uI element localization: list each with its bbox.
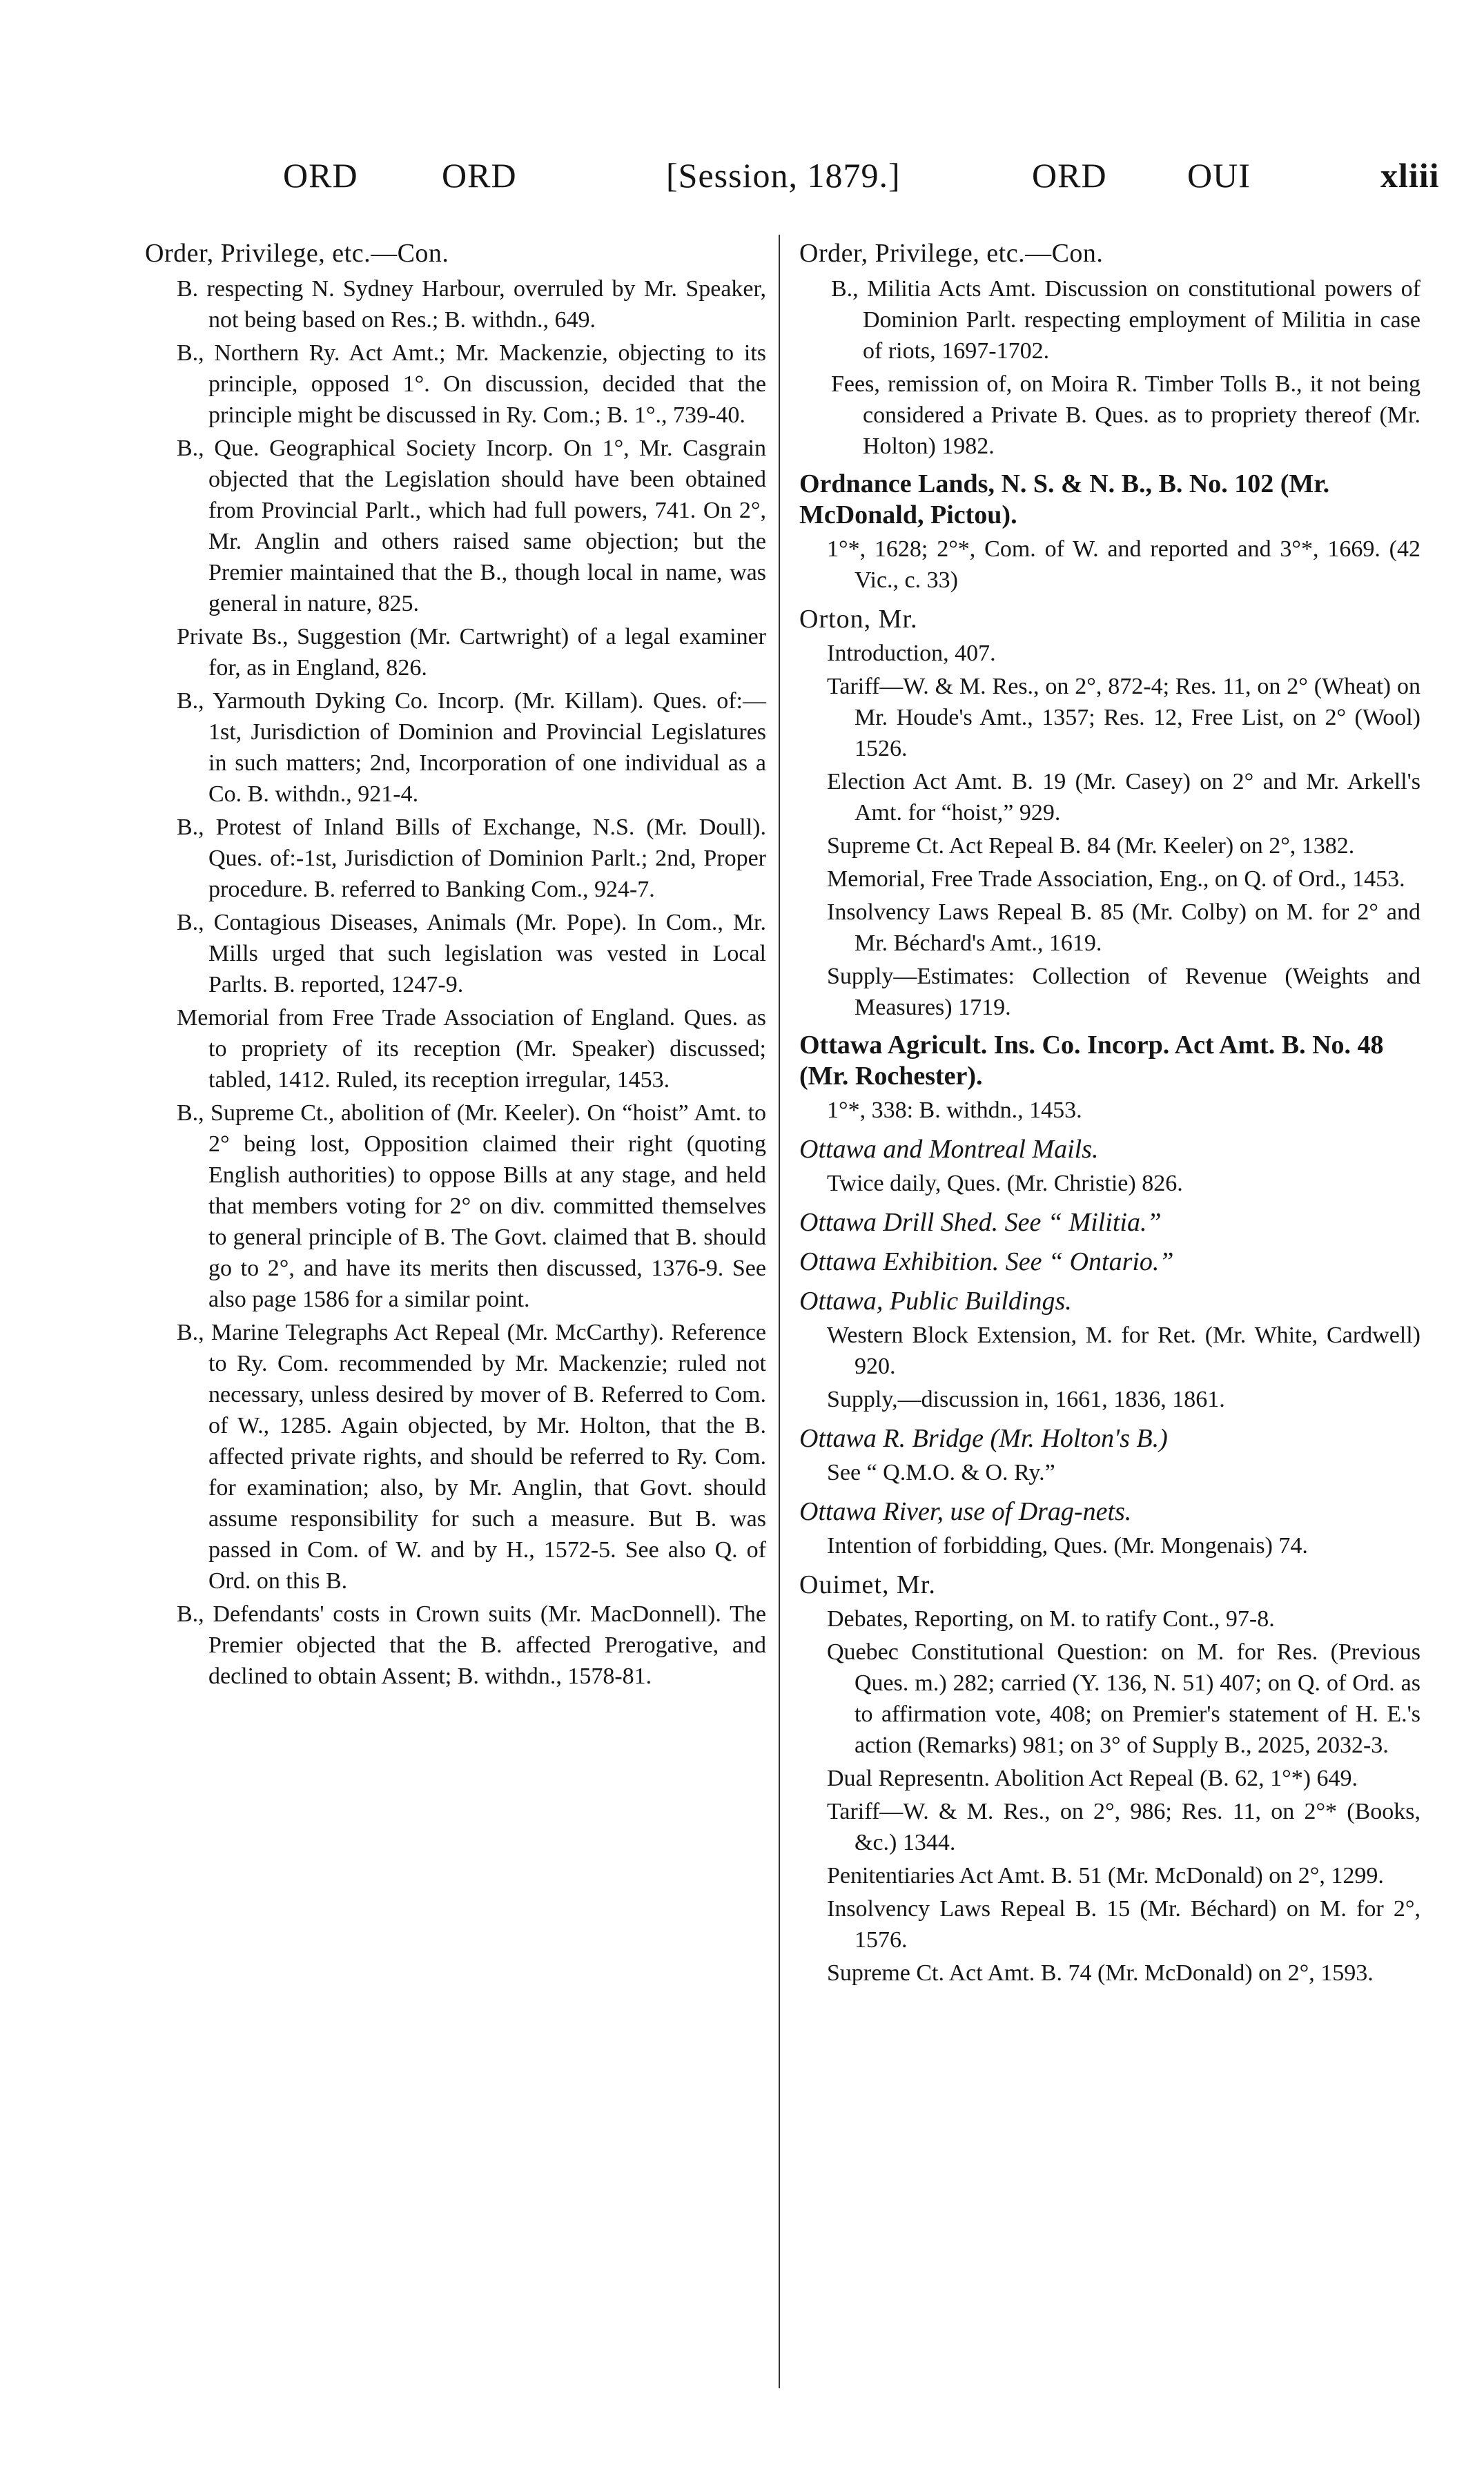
index-entry: Tariff—W. & M. Res., on 2°, 986; Res. 11, on 2°* (Books, &c.) 1344. [827,1799,1420,1855]
index-entry: Private Bs., Suggestion (Mr. Cartwright) of a legal examiner for, as in England, 826. [177,624,766,681]
index-entry: 1°*, 338: B. withdn., 1453. [827,1097,1082,1123]
entry-heading-ordnance: Ordnance Lands, N. S. & N. B., B. No. 102 (Mr. McDonald, Pictou). [799,469,1330,529]
index-entry: B. respecting N. Sydney Harbour, overruled by Mr. Speaker, not being based on Res.; B. withdn., 649. [177,276,766,333]
index-entry: B., Contagious Diseases, Animals (Mr. Pope). In Com., Mr. Mills urged that such legislation was vested in Local Parlts. B. reported, 1247-9. [177,910,766,997]
index-entry: Western Block Extension, M. for Ret. (Mr. White, Cardwell) 920. [827,1323,1420,1379]
index-entry: Election Act Amt. B. 19 (Mr. Casey) on 2° and Mr. Arkell's Amt. for “hoist,” 929. [827,769,1420,826]
index-entry: Quebec Constitutional Question: on M. for Res. (Previous Ques. m.) 282; carried (Y. 136, N. 51) 407; on Q. of Ord. as to affirmation vote, 408; on Premier's statement of H. E.'s action (Remarks) 981; on 3° of Supply B., 2025, 2032-3. [827,1639,1420,1758]
index-entry: Penitentiaries Act Amt. B. 51 (Mr. McDonald) on 2°, 1299. [827,1863,1384,1889]
index-entry: Supply,—discussion in, 1661, 1836, 1861. [827,1387,1225,1412]
header-right-key-2: OUI [1187,156,1251,195]
index-entry: Fees, remission of, on Moira R. Timber Tolls B., it not being considered a Private B. Ques. as to propriety thereof (Mr. Holton) 1982. [831,371,1420,459]
index-entry: B., Supreme Ct., abolition of (Mr. Keeler). On “hoist” Amt. to 2° being lost, Opposition claimed their right (quoting English authorities) to oppose Bills at any stage, and held that members voting for 2° on div. committed themselves to general principle of B. The Govt. claimed that B. should go to 2°, and have its merits then discussed, 1376-9. See also page 1586 for a similar point. [177,1100,766,1312]
index-entry: Supreme Ct. Act Amt. B. 74 (Mr. McDonald) on 2°, 1593. [827,1960,1374,1986]
entry-heading-orton: Orton, Mr. [799,605,918,634]
index-entry: Tariff—W. & M. Res., on 2°, 872-4; Res. 11, on 2° (Wheat) on Mr. Houde's Amt., 1357; Res. 12, Free List, on 2° (Wool) 1526. [827,674,1420,761]
index-entry: B., Que. Geographical Society Incorp. On 1°, Mr. Casgrain objected that the Legislation should have been obtained from Provincial Parlt., which had full powers, 741. On 2°, Mr. Anglin and others raised same objection; but the Premier maintained that the B., though local in name, was general in nature, 825. [177,436,766,616]
index-entry: B., Northern Ry. Act Amt.; Mr. Mackenzie, objecting to its principle, opposed 1°. On discussion, decided that the principle might be discussed in Ry. Com.; B. 1°., 739-40. [177,340,766,428]
index-entry: Memorial from Free Trade Association of England. Ques. as to propriety of its reception (Mr. Speaker) discussed; tabled, 1412. Ruled, its reception irregular, 1453. [177,1005,766,1093]
entry-heading-public-buildings: Ottawa, Public Buildings. [799,1287,1072,1316]
header-left-key-2: ORD [442,156,517,195]
page-header [0,155,1484,204]
entry-heading-r-bridge: Ottawa R. Bridge (Mr. Holton's B.) [799,1424,1168,1453]
index-entry: 1°*, 1628; 2°*, Com. of W. and reported and 3°*, 1669. (42 Vic., c. 33) [827,536,1420,593]
index-entry: B., Marine Telegraphs Act Repeal (Mr. McCarthy). Reference to Ry. Com. recommended by Mr. Mackenzie; ruled not necessary, unless desired by mover of B. Referred to Com. of W., 1285. Again objected, by Mr. Holton, that the B. affected private rights, and should be referred to Ry. Com. for examination; also, by Mr. Anglin, that Govt. should assume responsibility for such a measure. But B. was passed in Com. of W. and by H., 1572-5. See also Q. of Ord. on this B. [177,1320,766,1594]
entry-heading-ottawa-mails: Ottawa and Montreal Mails. [799,1135,1099,1164]
page-number: xliii [1380,156,1440,195]
section-heading: Order, Privilege, etc.—Con. [145,239,449,268]
index-entry: B., Protest of Inland Bills of Exchange, N.S. (Mr. Doull). Ques. of:-1st, Jurisdiction of Dominion Parlt.; 2nd, Proper procedure. B. referred to Banking Com., 924-7. [177,814,766,902]
index-entry: B., Yarmouth Dyking Co. Incorp. (Mr. Killam). Ques. of:— 1st, Jurisdiction of Dominion and Provincial Legislatures in such matters; 2nd, Incorporation of one individual as a Co. B. withdn., 921-4. [177,688,766,807]
header-session: [Session, 1879.] [666,156,901,195]
index-entry: B., Defendants' costs in Crown suits (Mr. MacDonnell). The Premier objected that the B. affected Prerogative, and declined to obtain Assent; B. withdn., 1578-81. [177,1601,766,1689]
index-entry: Debates, Reporting, on M. to ratify Cont., 97-8. [827,1606,1275,1632]
index-entry: Supply—Estimates: Collection of Revenue (Weights and Measures) 1719. [827,964,1420,1020]
index-entry: B., Militia Acts Amt. Discussion on constitutional powers of Dominion Parlt. respecting employment of Militia in case of riots, 1697-1702. [831,276,1420,364]
entry-heading-drag-nets: Ottawa River, use of Drag-nets. [799,1497,1132,1526]
index-entry: Intention of forbidding, Ques. (Mr. Mongenais) 74. [827,1533,1308,1559]
index-entry: Supreme Ct. Act Repeal B. 84 (Mr. Keeler) on 2°, 1382. [827,833,1355,859]
index-entry: Dual Representn. Abolition Act Repeal (B. 62, 1°*) 649. [827,1766,1358,1791]
header-right-key-1: ORD [1032,156,1107,195]
entry-heading-ottawa-agricult: Ottawa Agricult. Ins. Co. Incorp. Act Amt. B. No. 48 (Mr. Rochester). [799,1031,1384,1091]
index-entry: Introduction, 407. [827,641,996,666]
header-left-key-1: ORD [283,156,358,195]
index-entry: Twice daily, Ques. (Mr. Christie) 826. [827,1171,1183,1196]
section-heading: Order, Privilege, etc.—Con. [799,239,1104,268]
entry-heading-ouimet: Ouimet, Mr. [799,1570,936,1599]
entry-heading-drill-shed: Ottawa Drill Shed. See “ Militia.” [799,1208,1162,1237]
column-divider [779,235,780,2388]
entry-heading-exhibition: Ottawa Exhibition. See “ Ontario.” [799,1247,1174,1276]
right-column [799,238,1420,1991]
index-entry: Insolvency Laws Repeal B. 15 (Mr. Béchard) on M. for 2°, 1576. [827,1896,1420,1953]
index-entry: Memorial, Free Trade Association, Eng., on Q. of Ord., 1453. [827,866,1405,892]
left-column [145,238,766,1694]
index-entry: Insolvency Laws Repeal B. 85 (Mr. Colby) on M. for 2° and Mr. Béchard's Amt., 1619. [827,899,1420,956]
index-entry: See “ Q.M.O. & O. Ry.” [827,1460,1055,1485]
